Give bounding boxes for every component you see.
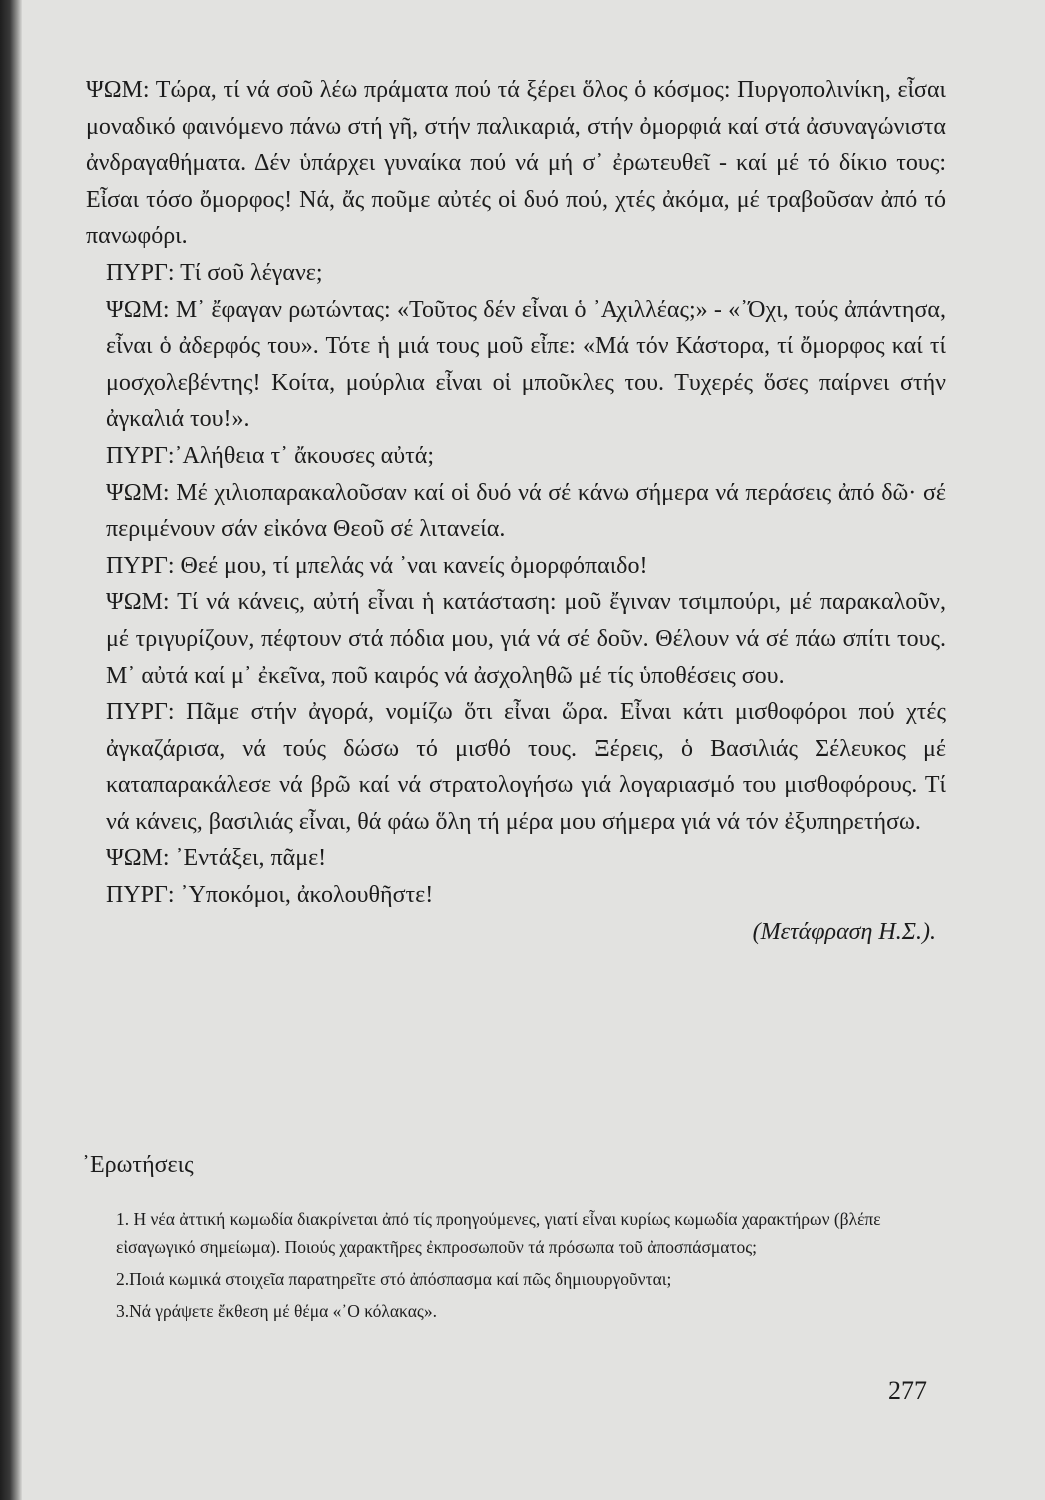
dialogue-line: ΠΥΡΓ: Τί σοῦ λέγανε; (106, 259, 323, 286)
dialogue-line: ΠΥΡΓ: Θεέ μου, τί μπελάς νά ᾽ναι κανείς ὀμορφόπαιδο! (106, 552, 648, 579)
page-number: 277 (888, 1376, 927, 1405)
dialogue-line: ΠΥΡΓ:᾽Αλήθεια τ᾽ ἄκουσες αὐτά; (106, 442, 434, 469)
dialogue-line: ΨΩΜ: Τί νά κάνεις, αὐτή εἶναι ἡ κατάσταση: μοῦ ἔγιναν τσιμπούρι, μέ παρακαλοῦν, μέ τριγυρίζουν, πέφτουν στά πόδια μου, γιά νά σέ δοῦν. Θέλουν νά σέ πάω σπίτι τους. Μ᾽ αὐτά καί μ᾽ ἐκεῖνα, ποῦ καιρός νά ἀσχοληθῶ μέ τίς ὑποθέσεις σου. (106, 589, 946, 689)
page-body (86, 72, 946, 950)
dialogue-line: ΨΩΜ: Τώρα, τί νά σοῦ λέω πράματα πού τά ξέρει ὅλος ὁ κόσμος: Πυργοπολινίκη, εἶσαι μοναδικό φαινόμενο πάνω στή γῆ, στήν παλικαριά, στήν ὀμορφιά καί στά ἀσυναγώνιστα ἀνδραγαθήματα. Δέν ὑπάρχει γυναίκα πού νά μή σ᾽ ἐρωτευθεῖ - καί μέ τό δίκιο τους: Εἶσαι τόσο ὄμορφος! Νά, ἄς ποῦμε αὐτές οἱ δυό πού, χτές ἀκόμα, μέ τραβοῦσαν ἀπό τό πανωφόρι. (86, 77, 946, 250)
translation-credit: (Μετάφραση Η.Σ.). (752, 918, 936, 945)
dialogue-text (86, 72, 946, 914)
book-spine-shadow (0, 0, 22, 1500)
question-item: 2.Ποιά κωμικά στοιχεῖα παρατηρεῖτε στό ἀπόσπασμα καί πῶς δημιουργοῦνται; (116, 1269, 672, 1289)
question-item: 3.Νά γράψετε ἔκθεση μέ θέμα «᾽Ο κόλακας». (116, 1301, 437, 1321)
question-item: 1. Η νέα ἀττική κωμωδία διακρίνεται ἀπό τίς προηγούμενες, γιατί εἶναι κυρίως κωμωδία χαρακτήρων (βλέπε εἰσαγωγικό σημείωμα). Ποιούς χαρακτῆρες ἐκπροσωποῦν τά πρόσωπα τοῦ ἀποσπάσματος; (116, 1209, 881, 1257)
dialogue-line: ΠΥΡΓ: Πᾶμε στήν ἀγορά, νομίζω ὅτι εἶναι ὥρα. Εἶναι κάτι μισθοφόροι πού χτές ἀγκαζάρισα, νά τούς δώσω τό μισθό τους. Ξέρεις, ὁ Βασιλιάς Σέλευκος μέ καταπαρακάλεσε νά βρῶ καί νά στρατολογήσω γιά λογαριασμό του μισθοφόρους. Τί νά κάνεις, βασιλιάς εἶναι, θά φάω ὅλη τή μέρα μου σήμερα γιά νά τόν ἐξυπηρετήσω. (106, 699, 946, 835)
dialogue-line: ΨΩΜ: Μέ χιλιοπαρακαλοῦσαν καί οἱ δυό νά σέ κάνω σήμερα νά περάσεις ἀπό δῶ· σέ περιμένουν σάν εἰκόνα Θεοῦ σέ λιτανεία. (106, 479, 946, 543)
dialogue-line: ΨΩΜ: ᾽Εντάξει, πᾶμε! (106, 845, 327, 872)
questions-list (116, 1205, 936, 1329)
dialogue-line: ΨΩΜ: Μ᾽ ἔφαγαν ρωτώντας: «Τοῦτος δέν εἶναι ὁ ᾽Αχιλλέας;» - «᾽Όχι, τούς ἀπάντησα, εἶναι ὁ ἀδερφός του». Τότε ἡ μιά τους μοῦ εἶπε: «Μά τόν Κάστορα, τί ὄμορφος καί τί μοσχολεβέντης! Κοίτα, μούρλια εἶναι οἱ μποῦκλες του. Τυχερές ὅσες παίρνει στήν ἀγκαλιά του!». (106, 296, 946, 433)
dialogue-line: ΠΥΡΓ: ᾽Υποκόμοι, ἀκολουθῆστε! (106, 882, 434, 909)
questions-heading: ᾽Ερωτήσεις (82, 1152, 194, 1178)
